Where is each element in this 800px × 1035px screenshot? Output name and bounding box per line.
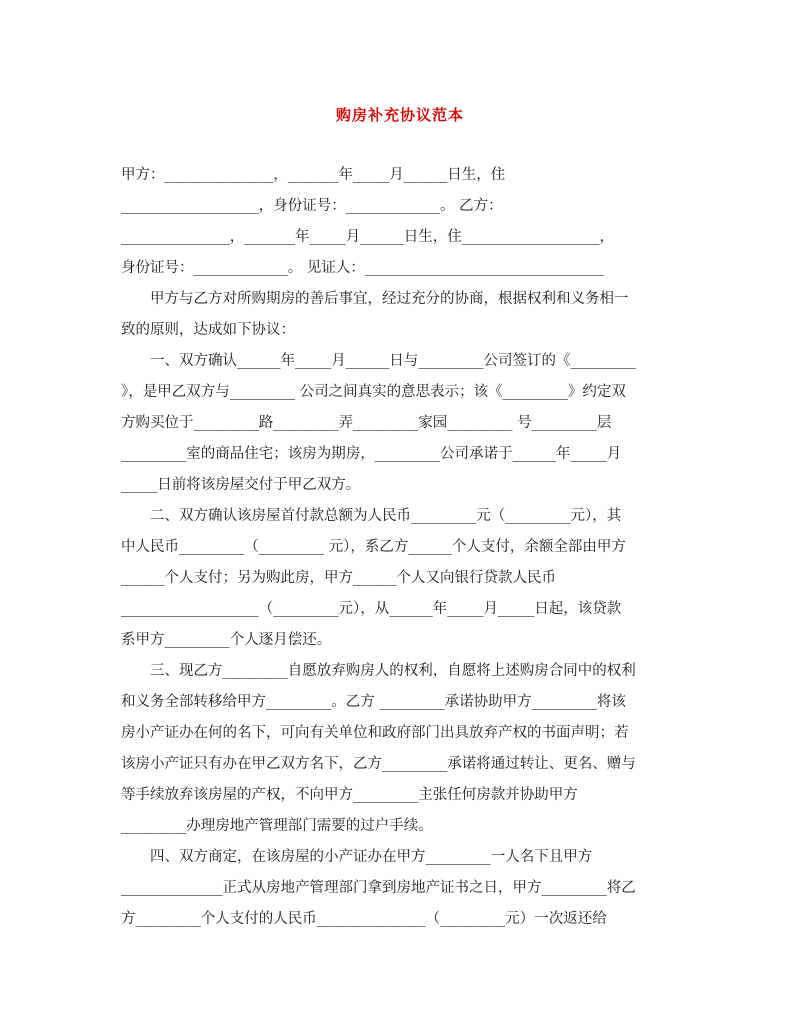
witness-line: 身份证号：_____________。 见证人：_________________________________ [121,260,605,276]
clause-1-line-2: 》，是甲乙双方与_________ 公司之间真实的意思表示；该《_________》约定双 [121,384,626,400]
clause-4-line-3: 方_________个人支付的人民币_______________（_________元）一次返还给 [121,911,607,927]
preamble-line-2: 致的原则，达成如下协议： [121,322,295,338]
clause-3-line-5: 等手续放弃该房屋的产权，不向甲方_________主张任何房款并协助甲方 [121,787,578,803]
party-a-line: 甲方：_______________，_______年_____月______日生，住 [121,167,506,183]
clause-2-line-4: ___________________（_________元），从______年_____月_____日起，该贷款 [121,601,622,617]
clause-2-line-5: 系甲方_________个人逐月偿还。 [121,632,332,648]
document-title: 购房补充协议范本 [335,106,464,124]
party-a-id-line: ___________________，身份证号：_____________。 乙方： [121,198,503,214]
clause-4-line-2: ______________正式从房地产管理部门拿到房地产证书之日，甲方_________将乙 [121,880,636,896]
preamble-line-1: 甲方与乙方对所购期房的善后事宜，经过充分的协商，根据权利和义务相一 [150,291,629,307]
clause-3-line-3: 房小产证办在何的名下，可向有关单位和政府部门出具放弃产权的书面声明；若 [121,725,629,741]
clause-1-line-4: _________室的商品住宅；该房为期房，_________公司承诺于______年_____月 [121,446,622,462]
clause-1-line-3: 方购买位于_________路_________弄_________家园_________ 号_________层 [121,415,612,431]
clause-2-line-3: ______个人支付；另为购此房，甲方______个人又向银行贷款人民币 [121,570,556,586]
clause-2-line-1: 二、双方确认该房屋首付款总额为人民币_________元（_________元），其 [150,508,622,524]
clause-1-line-5: _____日前将该房屋交付于甲乙双方。 [121,477,361,493]
clause-2-line-2: 中人民币_________（_________ 元），系乙方______个人支付，余额全部由甲方 [121,539,626,555]
clause-1-line-1: 一、双方确认______年_____月______日与_________公司签订的《_________ [150,353,636,369]
clause-3-line-2: 和义务全部转移给甲方_________。乙方 _________承诺协助甲方_________将该 [121,694,626,710]
clause-3-line-4: 该房小产证只有办在甲乙双方名下，乙方_________承诺将通过转让、更名、赠与 [121,756,636,772]
agreement-body [121,160,679,935]
clause-3-line-6: _________办理房地产管理部门需要的过户手续。 [121,818,433,834]
clause-4-line-1: 四、双方商定，在该房屋的小产证办在甲方_________一人名下且甲方 [150,849,593,865]
clause-3-line-1: 三、现乙方_________自愿放弃购房人的权利，自愿将上述购房合同中的权利 [150,663,636,679]
party-b-line: _______________，_______年_____月______日生，住___________________， [121,229,614,245]
